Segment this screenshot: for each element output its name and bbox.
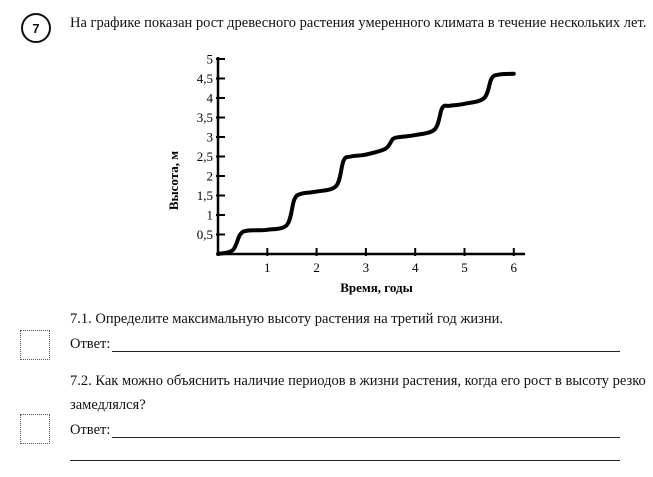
y-tick-label: 2,5 — [196, 149, 213, 164]
y-axis-label: Высота, м — [166, 150, 181, 211]
x-axis-label: Время, годы — [340, 280, 413, 295]
question-7-2-line1: 7.2. Как можно объяснить наличие периодов в жизни растения, когда его рост в высоту резко — [70, 373, 646, 389]
y-tick-label: 0,5 — [196, 227, 213, 242]
y-tick-label: 2 — [206, 168, 213, 184]
x-tick-label: 4 — [411, 260, 419, 275]
x-tick-label: 1 — [264, 260, 271, 275]
answer-box-7-1[interactable] — [20, 330, 50, 360]
x-tick-label: 3 — [362, 260, 370, 275]
answer-label-7-1: Ответ: — [70, 336, 111, 352]
chart-axes — [218, 57, 525, 254]
x-tick-label: 6 — [510, 260, 518, 275]
growth-chart — [160, 45, 540, 295]
y-tick-label: 3,5 — [196, 110, 213, 125]
answer-line-7-2[interactable] — [112, 437, 620, 438]
answer-line-7-2-extra[interactable] — [70, 460, 620, 461]
task-intro: На графике показан рост древесного растения умеренного климата в течение нескольких лет. — [70, 15, 647, 31]
y-tick-label: 1 — [206, 207, 213, 223]
answer-label-7-2: Ответ: — [70, 422, 111, 438]
question-7-1: 7.1. Определите максимальную высоту растения на третий год жизни. — [70, 311, 504, 327]
y-tick-label: 4 — [206, 90, 213, 106]
x-tick-label: 2 — [313, 260, 320, 275]
y-tick-label: 5 — [206, 51, 213, 67]
answer-line-7-1[interactable] — [112, 351, 620, 352]
y-tick-label: 1,5 — [196, 188, 213, 203]
task-number: 7 — [21, 13, 51, 43]
x-tick-label: 5 — [461, 260, 468, 275]
chart-ticks — [197, 52, 518, 276]
question-7-2-line2: замедлялся? — [70, 397, 146, 413]
y-tick-label: 4,5 — [196, 71, 213, 86]
growth-curve — [218, 74, 514, 254]
y-tick-label: 3 — [206, 129, 213, 145]
answer-box-7-2[interactable] — [20, 414, 50, 444]
